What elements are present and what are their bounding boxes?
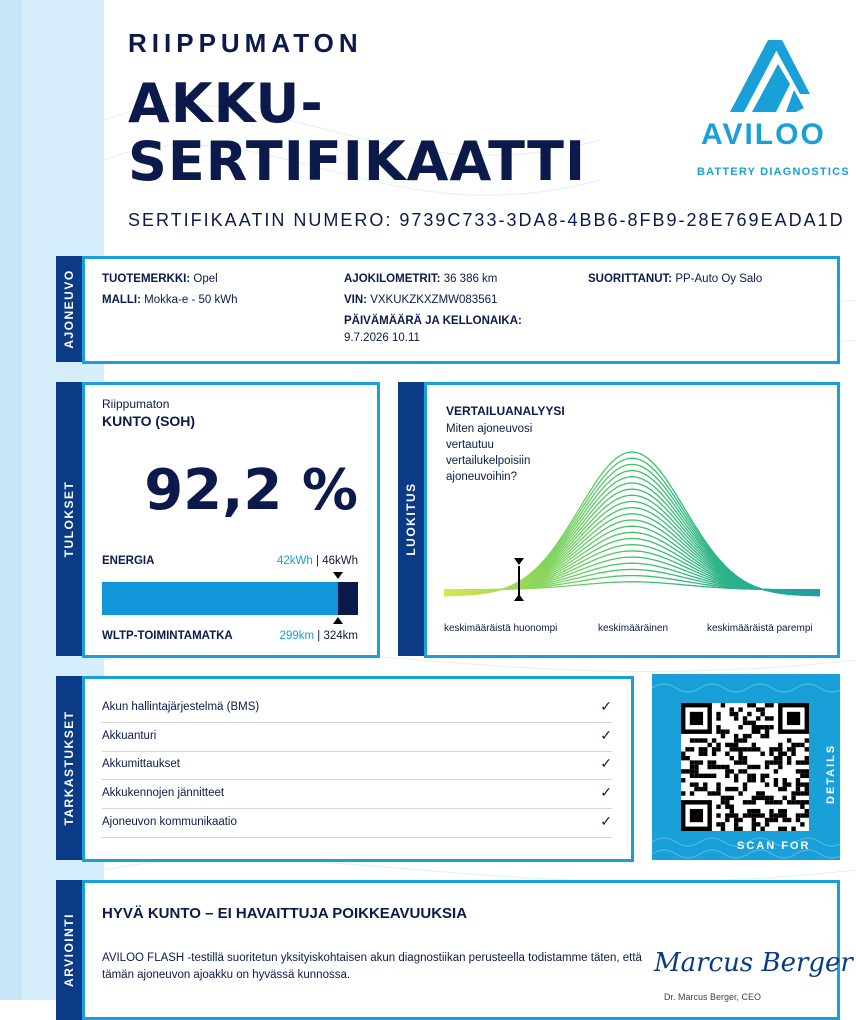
checkmark-icon: ✓ <box>600 698 612 714</box>
signature-caption: Dr. Marcus Berger, CEO <box>664 992 762 1002</box>
range-marker-bottom <box>333 617 343 624</box>
vehicle-performed-by: SUORITTANUT: PP-Auto Oy Salo <box>588 273 763 285</box>
signature: Marcus Berger <box>654 948 853 978</box>
section-tab-checks: TARKASTUKSET <box>56 676 82 860</box>
comparison-axis-worse: keskimääräistä huonompi <box>444 623 558 634</box>
vehicle-vin: VIN: VXKUKZKXZMW083561 <box>344 294 498 306</box>
section-tab-vehicle: AJONEUVO <box>56 256 82 362</box>
checkmark-icon: ✓ <box>600 784 612 800</box>
vehicle-model: MALLI: Mokka-e - 50 kWh <box>102 294 238 306</box>
vehicle-datetime-label: PÄIVÄMÄÄRÄ JA KELLONAIKA: <box>344 315 522 327</box>
distribution-curve-line <box>444 545 820 592</box>
distribution-curve-line <box>444 477 820 595</box>
cert-number-value: 9739C733-3DA8-4BB6-8FB9-28E769EADA1D <box>399 210 845 230</box>
soh-pretitle: Riippumaton <box>102 397 170 411</box>
comparison-axis-average: keskimääräinen <box>598 623 669 634</box>
verdict-text: AVILOO FLASH -testillä suoritetun yksityiskohtaisen akun diagnostiikan perusteella todistamme täten, että tämän ajoneuvon ajoakku on hyvässä kunnossa. <box>102 952 642 981</box>
distribution-curve-line <box>444 569 820 590</box>
section-tab-rating: LUOKITUS <box>398 382 424 656</box>
check-row: Akkumittaukset ✓ <box>102 752 612 780</box>
check-row: Akkuanturi ✓ <box>102 724 612 752</box>
comparison-marker-line <box>518 566 520 596</box>
distribution-curve-line <box>444 557 820 591</box>
energy-label: ENERGIA <box>102 555 155 567</box>
distribution-curve-line <box>444 576 820 590</box>
aviloo-logo-icon <box>690 32 850 122</box>
distribution-curve-line <box>444 501 820 593</box>
range-label: WLTP-TOIMINTAMATKA <box>102 630 233 642</box>
distribution-curve-line <box>444 582 820 590</box>
vehicle-datetime: 9.7.2026 10.11 <box>344 332 420 344</box>
qr-code-icon <box>681 703 809 831</box>
qr-code[interactable] <box>681 703 809 831</box>
distribution-curve-line <box>444 532 820 592</box>
left-strip-edge <box>0 0 22 1000</box>
comparison-marker-top <box>514 558 524 565</box>
title-small: RIIPPUMATON <box>128 28 363 58</box>
vehicle-mileage: AJOKILOMETRIT: 36 386 km <box>344 273 498 285</box>
check-row: Ajoneuvon kommunikaatio ✓ <box>102 810 612 838</box>
checkmark-icon: ✓ <box>600 813 612 829</box>
energy-marker-top <box>333 572 343 579</box>
comparison-axis-better: keskimääräistä parempi <box>707 623 813 634</box>
comparison-marker-bottom <box>514 594 524 601</box>
soh-bar-fill <box>102 582 338 615</box>
range-values: 299km | 324km <box>279 630 358 642</box>
check-row: Akkukennojen jännitteet ✓ <box>102 781 612 809</box>
qr-scan-label: SCAN FOR <box>737 840 811 852</box>
distribution-curve-line <box>444 539 820 592</box>
energy-values: 42kWh | 46kWh <box>277 555 358 567</box>
qr-panel[interactable] <box>652 674 840 860</box>
title-block <box>128 28 587 193</box>
title-line-1: AKKU- <box>128 72 324 135</box>
section-tab-evaluation: ARVIOINTI <box>56 880 82 1020</box>
soh-bar <box>102 582 358 615</box>
section-tab-results: TULOKSET <box>56 382 82 656</box>
soh-value: 92,2 % <box>144 458 358 523</box>
vehicle-brand: TUOTEMERKKI: Opel <box>102 273 218 285</box>
qr-details-label: DETAILS <box>825 743 837 804</box>
verdict-title: HYVÄ KUNTO – EI HAVAITTUJA POIKKEAVUUKSIA <box>102 905 468 922</box>
title-line-2: SERTIFIKAATTI <box>128 130 587 193</box>
comparison-title: VERTAILUANALYYSI <box>446 404 565 418</box>
checkmark-icon: ✓ <box>600 755 612 771</box>
soh-title: KUNTO (SOH) <box>102 413 196 429</box>
certificate-number <box>128 210 845 231</box>
distribution-curve-line <box>444 563 820 590</box>
comparison-subtitle: Miten ajoneuvosi vertautuu vertailukelpoisiin ajoneuvoihin? <box>446 423 533 483</box>
distribution-curve-line <box>444 452 820 596</box>
distribution-curve-line <box>444 489 820 594</box>
cert-number-label: SERTIFIKAATIN NUMERO: <box>128 210 393 230</box>
check-row: Akun hallintajärjestelmä (BMS) ✓ <box>102 695 612 723</box>
checkmark-icon: ✓ <box>600 727 612 743</box>
logo-subtitle: BATTERY DIAGNOSTICS <box>697 166 850 178</box>
comparison-distribution-chart <box>444 440 820 610</box>
logo-wordmark: AVILOO <box>701 118 826 151</box>
